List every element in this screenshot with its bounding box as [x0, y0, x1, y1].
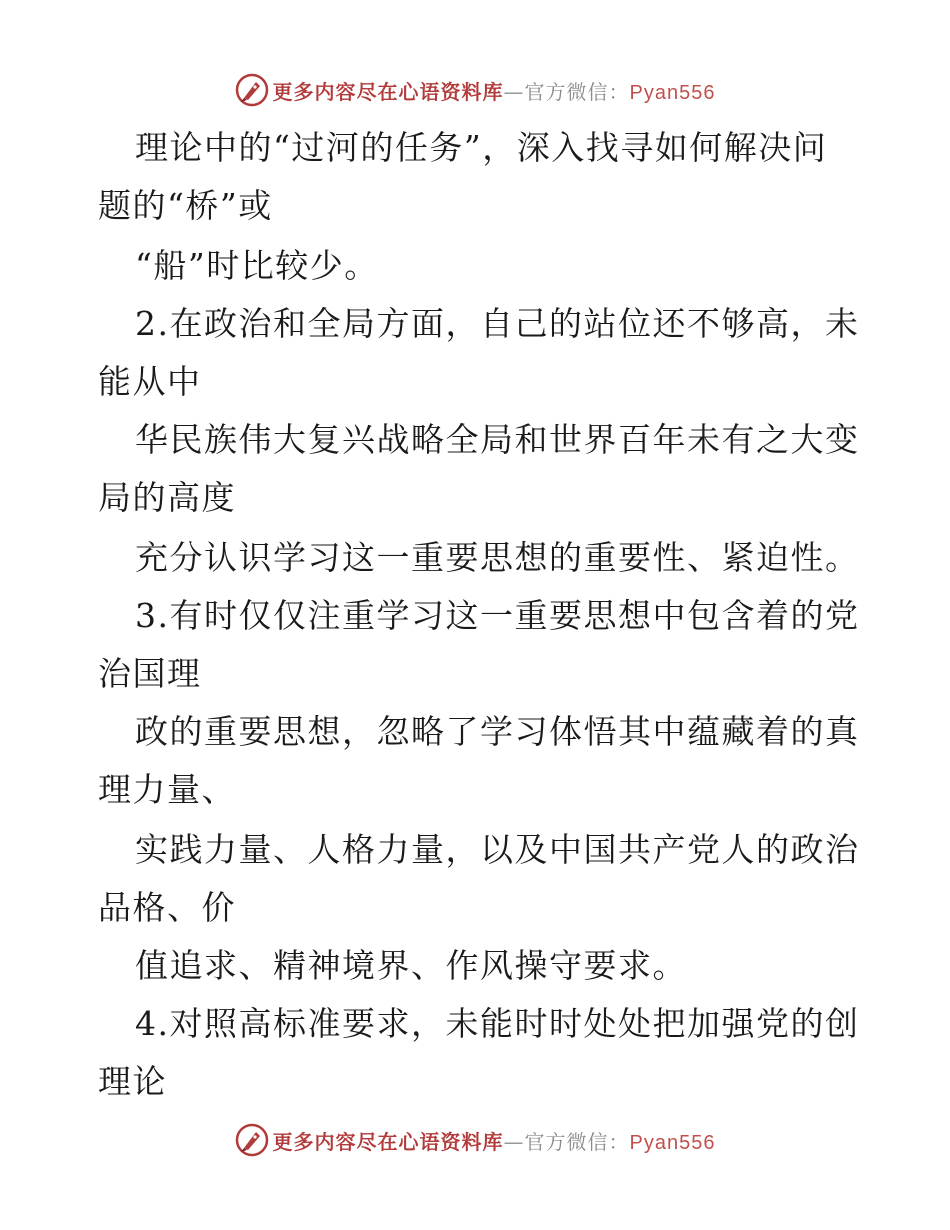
- body-line-7: 局的高度: [98, 478, 236, 517]
- body-line-12: 理力量、: [98, 770, 236, 809]
- body-line-15: 值追求、精神境界、作风操守要求。: [135, 946, 687, 985]
- body-line-9: 3.有时仅仅注重学习这一重要思想中包含着的党: [135, 596, 860, 635]
- body-line-11: 政的重要思想，忽略了学习体悟其中蕴藏着的真: [135, 712, 860, 751]
- footer-brand: 更多内容尽在心语资料库: [272, 1129, 504, 1154]
- body-line-10: 治国理: [98, 654, 202, 693]
- body-line-13: 实践力量、人格力量，以及中国共产党人的政治: [135, 830, 860, 869]
- body-line-2: 题的“桥”或: [98, 186, 273, 225]
- body-line-14: 品格、价: [98, 888, 236, 927]
- header-wechat-id: Pyan556: [629, 81, 716, 104]
- pen-nib-logo-icon: [235, 1123, 269, 1157]
- body-line-3: “船”时比较少。: [135, 246, 379, 285]
- body-line-5: 能从中: [98, 362, 202, 401]
- body-line-16: 4.对照高标准要求，未能时时处处把加强党的创: [135, 1004, 860, 1043]
- footer-banner: [0, 1120, 950, 1160]
- body-line-8: 充分认识学习这一重要思想的重要性、紧迫性。: [135, 538, 860, 577]
- footer-wechat-id: Pyan556: [629, 1131, 716, 1154]
- footer-separator: —: [503, 1129, 525, 1154]
- body-line-4: 2.在政治和全局方面，自己的站位还不够高，未: [135, 304, 860, 343]
- pen-nib-logo-icon: [235, 73, 269, 107]
- header-banner: [0, 70, 950, 110]
- body-line-6: 华民族伟大复兴战略全局和世界百年未有之大变: [135, 420, 860, 459]
- header-brand: 更多内容尽在心语资料库: [272, 79, 504, 104]
- footer-text: [273, 1126, 716, 1155]
- header-text: [273, 76, 716, 105]
- header-separator: —: [503, 79, 525, 104]
- body-line-1: 理论中的“过河的任务”，深入找寻如何解决问: [135, 128, 828, 167]
- footer-wechat-label: 官方微信：: [524, 1129, 630, 1154]
- body-line-17: 理论: [98, 1062, 167, 1101]
- header-wechat-label: 官方微信：: [524, 79, 630, 104]
